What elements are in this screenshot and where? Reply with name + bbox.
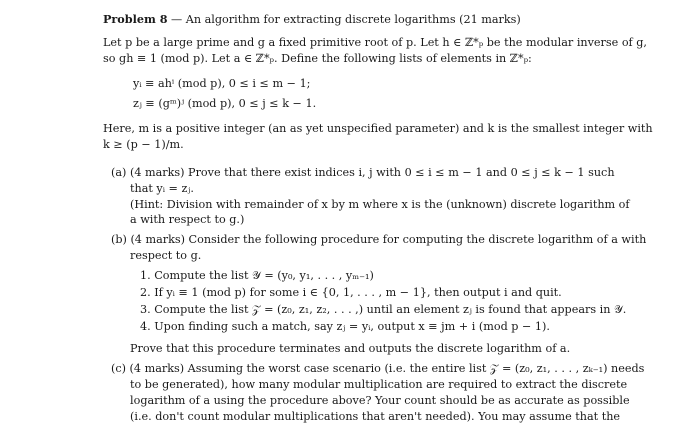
part-c-line-1: (c) (4 marks) Assuming the worst case scenario (i.e. the entire list 𝒵 = (z₀, z₁, . . . , zₖ₋₁) needs <box>111 362 645 375</box>
part-a-line-2: that yᵢ = zⱼ. <box>130 182 194 195</box>
part-b-line-1: (b) (4 marks) Consider the following procedure for computing the discrete logarithm of a with <box>111 233 647 246</box>
part-b-line-2: respect to g. <box>130 249 202 262</box>
part-b-step-2: 2. If yᵢ ≡ 1 (mod p) for some i ∈ {0, 1, . . . , m − 1}, then output i and quit. <box>140 286 562 299</box>
part-b-step-4: 4. Upon finding such a match, say zⱼ = yᵢ, output x ≡ jm + i (mod p − 1). <box>140 320 550 333</box>
part-a-hint-1: (Hint: Division with remainder of x by m where x is the (unknown) discrete logarithm of <box>130 198 630 211</box>
part-c-line-2: to be generated), how many modular multiplication are required to extract the discrete <box>130 378 628 391</box>
part-b-step-1: 1. Compute the list 𝒴 = (y₀, y₁, . . . , yₘ₋₁) <box>140 269 374 282</box>
problem-heading: Problem 8 <box>103 12 168 26</box>
equation-y: yᵢ ≡ ahⁱ (mod p), 0 ≤ i ≤ m − 1; <box>133 77 311 90</box>
intro-line-3: Here, m is a positive integer (an as yet unspecified parameter) and k is the smallest integer with <box>103 122 653 135</box>
part-b-step-3: 3. Compute the list 𝒵 = (z₀, z₁, z₂, . . . ,) until an element zⱼ is found that appears in 𝒴. <box>140 303 627 316</box>
part-a-hint-2: a with respect to g.) <box>130 213 245 226</box>
part-b-conclusion: Prove that this procedure terminates and outputs the discrete logarithm of a. <box>130 342 571 355</box>
intro-line-4: k ≥ (p − 1)/m. <box>103 138 184 151</box>
intro-line-2: so gh ≡ 1 (mod p). Let a ∈ ℤ*ₚ. Define the following lists of elements in ℤ*ₚ: <box>103 52 532 65</box>
problem-title <box>103 12 521 28</box>
equation-z: zⱼ ≡ (gᵐ)ʲ (mod p), 0 ≤ j ≤ k − 1. <box>133 97 317 110</box>
intro-line-1: Let p be a large prime and g a fixed primitive root of p. Let h ∈ ℤ*ₚ be the modular inverse of g, <box>103 36 647 49</box>
problem-subtitle: — An algorithm for extracting discrete logarithms (21 marks) <box>167 13 521 26</box>
part-a-line-1: (a) (4 marks) Prove that there exist indices i, j with 0 ≤ i ≤ m − 1 and 0 ≤ j ≤ k − 1 such <box>111 166 615 179</box>
part-c-line-4: (i.e. don't count modular multiplications that aren't needed). You may assume that the <box>130 410 621 423</box>
part-c-line-3: logarithm of a using the procedure above? Your count should be as accurate as possible <box>130 394 630 407</box>
